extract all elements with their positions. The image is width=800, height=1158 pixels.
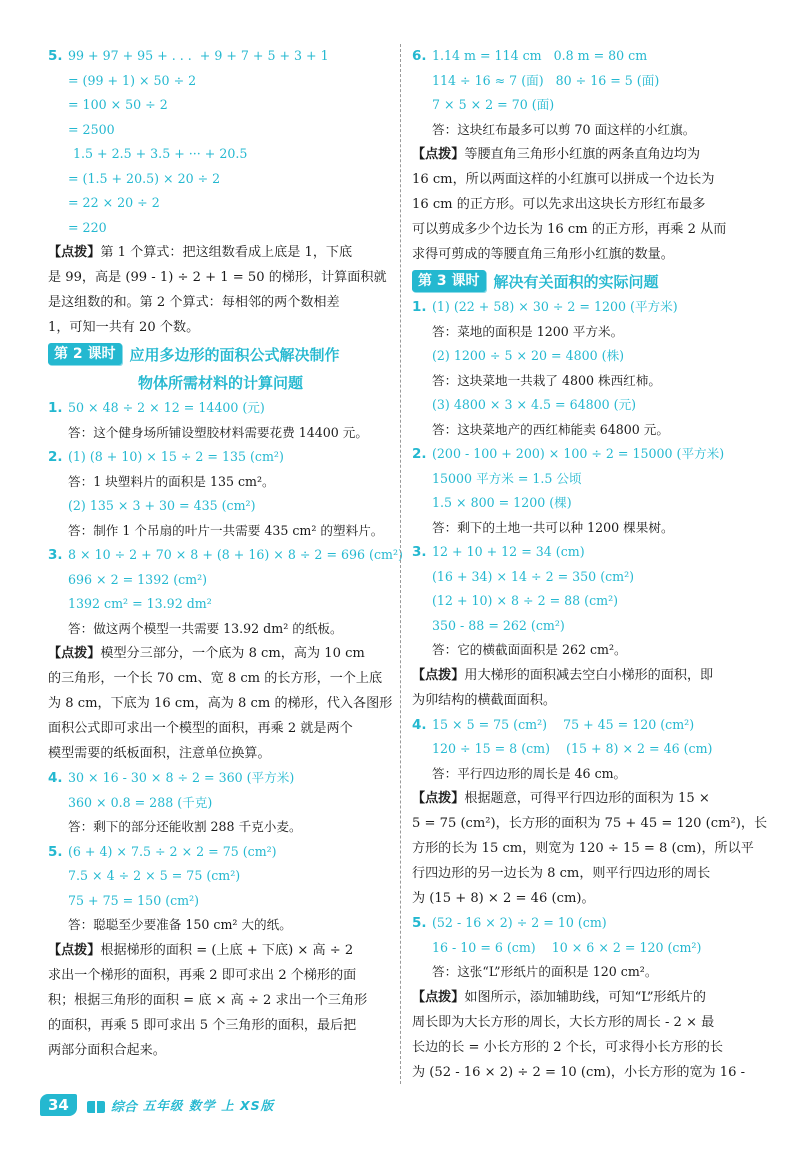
line-text: (52 - 16 × 2) ÷ 2 = 10 (cm) (432, 915, 607, 930)
formula-line (412, 393, 764, 418)
line-text: 答：菜地的面积是 1200 平方米。 (432, 323, 624, 339)
formula-line (48, 568, 393, 593)
line-text: = (99 + 1) × 50 ÷ 2 (68, 72, 197, 88)
line-text: 360 × 0.8 = 288 (千克) (68, 794, 213, 810)
line-text: 15 × 5 = 75 (cm²) 75 + 45 = 120 (cm²) (432, 716, 695, 732)
tip-line (48, 691, 393, 716)
line-text: 7 × 5 × 2 = 70 (面) (432, 97, 555, 112)
tip-line (412, 886, 764, 911)
formula-line (412, 93, 764, 118)
line-text: 长边的长 = 小长方形的 2 个长，可求得小长方形的长 (412, 1039, 723, 1055)
question-number: 3. (48, 547, 63, 563)
line-text: 的三角形，一个长 70 cm、宽 8 cm 的长方形，一个上底 (48, 671, 383, 686)
answer-line (412, 320, 764, 345)
formula-line (412, 295, 764, 320)
tip-line (412, 142, 764, 167)
tip-line (412, 663, 764, 688)
answer-line (412, 369, 764, 394)
formula-line (48, 69, 393, 94)
line-text: 1.5 + 2.5 + 3.5 + ··· + 20.5 (73, 146, 248, 161)
line-text: (2) 1200 ÷ 5 × 20 = 4800 (株) (432, 348, 625, 363)
answer-line (412, 516, 764, 541)
section-heading (48, 340, 393, 368)
formula-line (412, 540, 764, 565)
heading-text: 物体所需材料的计算问题 (137, 373, 303, 392)
line-text: 根据梯形的面积 = (上底 + 下底) × 高 ÷ 2 (100, 942, 354, 958)
question-number: 5. (412, 915, 427, 931)
formula-line (412, 344, 764, 369)
tip-label: 【点拨】 (412, 147, 465, 162)
section-heading (412, 267, 764, 295)
answer-line (48, 470, 393, 495)
line-text: (16 + 34) × 14 ÷ 2 = 350 (cm²) (432, 568, 635, 584)
tip-line (48, 265, 393, 290)
tip-line (412, 1010, 764, 1035)
tip-line (48, 741, 393, 766)
line-text: 等腰直角三角形小红旗的两条直角边均为 (464, 147, 701, 162)
tip-line (412, 1060, 764, 1085)
line-text: 答：它的横截面面积是 262 cm²。 (432, 642, 627, 657)
line-text: 为 (52 - 16 × 2) ÷ 2 = 10 (cm)，小长方形的宽为 16 - (412, 1064, 746, 1080)
line-text: 如图所示，添加辅助线，可知“L”形纸片的 (464, 989, 706, 1005)
tip-line (412, 836, 764, 861)
line-text: 答：这张“L”形纸片的面积是 120 cm²。 (432, 964, 658, 979)
tip-label: 【点拨】 (412, 989, 465, 1005)
formula-line (412, 589, 764, 614)
line-text: 方形的长为 15 cm，则宽为 120 ÷ 15 = 8 (cm)，所以平 (412, 841, 754, 856)
line-text: (12 + 10) × 8 ÷ 2 = 88 (cm²) (432, 593, 619, 608)
line-text: 的面积，再乘 5 即可求出 5 个三角形的面积，最后把 (48, 1017, 357, 1033)
tip-line (412, 242, 764, 267)
line-text: (2) 135 × 3 + 30 = 435 (cm²) (68, 498, 256, 513)
right-column (412, 44, 768, 1085)
formula-line (412, 44, 764, 69)
line-text: 答：这个健身场所铺设塑胶材料需要花费 14400 元。 (68, 424, 368, 440)
tip-line (412, 217, 764, 242)
formula-line (48, 445, 393, 470)
line-text: 8 × 10 ÷ 2 + 70 × 8 + (8 + 16) × 8 ÷ 2 = 696 (cm²) (68, 547, 403, 562)
line-text: = 22 × 20 ÷ 2 (68, 195, 160, 210)
line-text: 积；根据三角形的面积 = 底 × 高 ÷ 2 求出一个三角形 (48, 992, 368, 1008)
brand-icon (87, 1101, 105, 1113)
line-text: 16 cm，所以两面这样的小红旗可以拼成一个边长为 (412, 172, 715, 187)
line-text: 两部分面积合起来。 (48, 1042, 166, 1058)
left-column (48, 44, 403, 1063)
line-text: (1) (8 + 10) × 15 ÷ 2 = 135 (cm²) (68, 449, 284, 464)
line-text: 可以剪成多少个边长为 16 cm 的正方形，再乘 2 从而 (412, 222, 727, 237)
line-text: 答：聪聪至少要准备 150 cm² 大的纸。 (68, 917, 292, 932)
tip-label: 【点拨】 (412, 791, 465, 806)
line-text: 1.14 m = 114 cm 0.8 m = 80 cm (432, 48, 648, 63)
line-text: 答：剩下的土地一共可以种 1200 棵果树。 (432, 519, 674, 535)
line-text: 求出一个梯形的面积，再乘 2 即可求出 2 个梯形的面 (48, 967, 357, 983)
formula-line (48, 167, 393, 192)
line-text: (3) 4800 × 3 × 4.5 = 64800 (元) (432, 397, 637, 412)
page-footer (40, 1094, 274, 1116)
formula-line (48, 592, 393, 617)
line-text: 1，可知一共有 20 个数。 (48, 320, 200, 335)
brand-text: 综合 (110, 1099, 137, 1115)
tip-line (48, 641, 393, 666)
formula-line (412, 442, 764, 467)
line-text: 为 (15 + 8) × 2 = 46 (cm)。 (412, 891, 595, 906)
answer-line (412, 418, 764, 443)
answer-line (412, 762, 764, 787)
formula-line (48, 93, 393, 118)
line-text: = 100 × 50 ÷ 2 (68, 97, 168, 112)
tip-line (48, 1013, 393, 1038)
question-number: 2. (412, 446, 427, 462)
formula-line (412, 713, 764, 738)
line-text: 99 + 97 + 95 + . . . + 9 + 7 + 5 + 3 + 1 (68, 48, 329, 63)
line-text: 模型需要的纸板面积，注意单位换算。 (48, 746, 271, 761)
line-text: = 220 (68, 219, 107, 235)
line-text: 答：这块菜地产的西红柿能卖 64800 元。 (432, 421, 669, 437)
tip-line (412, 192, 764, 217)
line-text: 答：制作 1 个吊扇的叶片一共需要 435 cm² 的塑料片。 (68, 522, 384, 538)
line-text: 第 1 个算式：把这组数看成上底是 1，下底 (100, 245, 353, 260)
formula-line (48, 840, 393, 865)
tip-line (412, 811, 768, 836)
question-number: 5. (48, 48, 63, 64)
heading-text: 应用多边形的面积公式解决制作 (129, 345, 340, 364)
line-text: 350 - 88 = 262 (cm²) (432, 617, 565, 633)
line-text: 根据题意，可得平行四边形的面积为 15 × (464, 791, 710, 806)
section-heading (48, 368, 393, 396)
line-text: 是 99，高是 (99 - 1) ÷ 2 + 1 = 50 的梯形，计算面积就 (48, 270, 387, 285)
line-text: 16 cm 的正方形。可以先求出这块长方形红布最多 (412, 197, 706, 212)
tip-label: 【点拨】 (48, 245, 101, 260)
heading-text: 解决有关面积的实际问题 (493, 272, 659, 291)
question-number: 4. (48, 770, 63, 786)
tip-line (48, 716, 393, 741)
tip-line (412, 167, 764, 192)
question-number: 1. (412, 299, 427, 315)
tip-line (48, 290, 393, 315)
line-text: 答：这块红布最多可以剪 70 面这样的小红旗。 (432, 121, 696, 137)
formula-line (48, 216, 393, 241)
answer-line (48, 519, 393, 544)
line-text: 16 - 10 = 6 (cm) 10 × 6 × 2 = 120 (cm²) (432, 939, 702, 955)
line-text: 为卯结构的横截面面积。 (412, 692, 557, 708)
line-text: 用大梯形的面积减去空白小梯形的面积，即 (464, 667, 714, 683)
answer-line (48, 617, 393, 642)
line-text: 模型分三部分，一个底为 8 cm，高为 10 cm (100, 646, 365, 661)
tip-line (48, 938, 393, 963)
line-text: 答：做这两个模型一共需要 13.92 dm² 的纸板。 (68, 620, 343, 636)
line-text: 696 × 2 = 1392 (cm²) (68, 571, 208, 587)
formula-line (48, 766, 393, 791)
answer-line (48, 815, 393, 840)
answer-line (48, 913, 393, 938)
tip-line (48, 1038, 393, 1063)
line-text: 12 + 10 + 12 = 34 (cm) (432, 544, 585, 559)
tip-line (48, 988, 393, 1013)
answer-line (412, 638, 764, 663)
line-text: 30 × 16 - 30 × 8 ÷ 2 = 360 (平方米) (68, 770, 295, 785)
tip-label: 【点拨】 (48, 646, 101, 661)
line-text: (1) (22 + 58) × 30 ÷ 2 = 1200 (平方米) (432, 299, 678, 314)
question-number: 2. (48, 449, 63, 465)
question-number: 5. (48, 843, 63, 860)
question-number: 3. (412, 544, 427, 560)
formula-line (48, 791, 393, 816)
tip-line (48, 963, 393, 988)
formula-line (48, 44, 393, 69)
answer-line (412, 960, 764, 985)
line-text: 15000 平方米 = 1.5 公顷 (432, 470, 582, 486)
tip-line (48, 315, 393, 340)
formula-line (412, 69, 764, 94)
formula-line (48, 889, 393, 914)
line-text: (200 - 100 + 200) × 100 ÷ 2 = 15000 (平方米) (432, 446, 725, 461)
line-text: 75 + 75 = 150 (cm²) (68, 892, 200, 908)
tip-line (412, 786, 764, 811)
formula-line (48, 543, 403, 568)
formula-line (412, 565, 764, 590)
book-title: 五年级 数学 上 XS版 (142, 1098, 275, 1113)
formula-line (412, 911, 764, 936)
line-text: 1392 cm² = 13.92 dm² (68, 596, 212, 611)
page-number: 34 (40, 1094, 77, 1116)
line-text: 答：1 块塑料片的面积是 135 cm²。 (68, 473, 275, 489)
answer-line (48, 421, 393, 446)
formula-line (48, 191, 393, 216)
formula-line (412, 737, 764, 762)
formula-line (412, 467, 764, 492)
line-text: 5 = 75 (cm²)，长方形的面积为 75 + 45 = 120 (cm²)，长 (412, 816, 768, 831)
column-divider (400, 44, 401, 1084)
tip-line (48, 666, 393, 691)
line-text: = (1.5 + 20.5) × 20 ÷ 2 (68, 170, 221, 186)
question-number: 4. (412, 716, 427, 733)
tip-label: 【点拨】 (412, 667, 465, 683)
formula-line (412, 936, 764, 961)
brand-logo (87, 1096, 137, 1115)
line-text: 答：剩下的部分还能收割 288 千克小麦。 (68, 819, 302, 834)
question-number: 1. (48, 400, 63, 416)
tip-line (412, 1035, 764, 1060)
line-text: 7.5 × 4 ÷ 2 × 5 = 75 (cm²) (68, 868, 241, 883)
line-text: 答：平行四边形的周长是 46 cm。 (432, 765, 627, 781)
line-text: (6 + 4) × 7.5 ÷ 2 × 2 = 75 (cm²) (68, 843, 277, 859)
tip-line (412, 985, 764, 1010)
tip-line (412, 688, 764, 713)
line-text: 是这组数的和。第 2 个算式：每相邻的两个数相差 (48, 295, 340, 310)
formula-line (48, 118, 393, 143)
line-text: = 2500 (68, 121, 115, 137)
line-text: 50 × 48 ÷ 2 × 12 = 14400 (元) (68, 400, 265, 415)
question-number: 6. (412, 48, 427, 64)
answer-line (412, 118, 764, 143)
lesson-badge: 第 3 课时 (412, 270, 486, 292)
line-text: 求得可剪成的等腰直角三角形小红旗的数量。 (412, 247, 674, 262)
formula-line (48, 142, 393, 167)
line-text: 为 8 cm，下底为 16 cm，高为 8 cm 的梯形，代入各图形 (48, 696, 393, 711)
formula-line (412, 614, 764, 639)
tip-label: 【点拨】 (48, 942, 101, 958)
line-text: 周长即为大长方形的周长，大长方形的周长 - 2 × 最 (412, 1014, 715, 1030)
line-text: 114 ÷ 16 ≈ 7 (面) 80 ÷ 16 = 5 (面) (432, 72, 660, 88)
formula-line (412, 491, 764, 516)
line-text: 行四边形的另一边长为 8 cm，则平行四边形的周长 (412, 866, 711, 881)
line-text: 答：这块菜地一共栽了 4800 株西红柿。 (432, 372, 661, 388)
tip-line (48, 240, 393, 265)
formula-line (48, 864, 393, 889)
lesson-badge: 第 2 课时 (48, 343, 122, 365)
line-text: 面积公式即可求出一个模型的面积，再乘 2 就是两个 (48, 721, 353, 736)
formula-line (48, 396, 393, 421)
line-text: 1.5 × 800 = 1200 (棵) (432, 495, 572, 510)
line-text: 120 ÷ 15 = 8 (cm) (15 + 8) × 2 = 46 (cm) (432, 741, 713, 756)
tip-line (412, 861, 764, 886)
formula-line (48, 494, 393, 519)
